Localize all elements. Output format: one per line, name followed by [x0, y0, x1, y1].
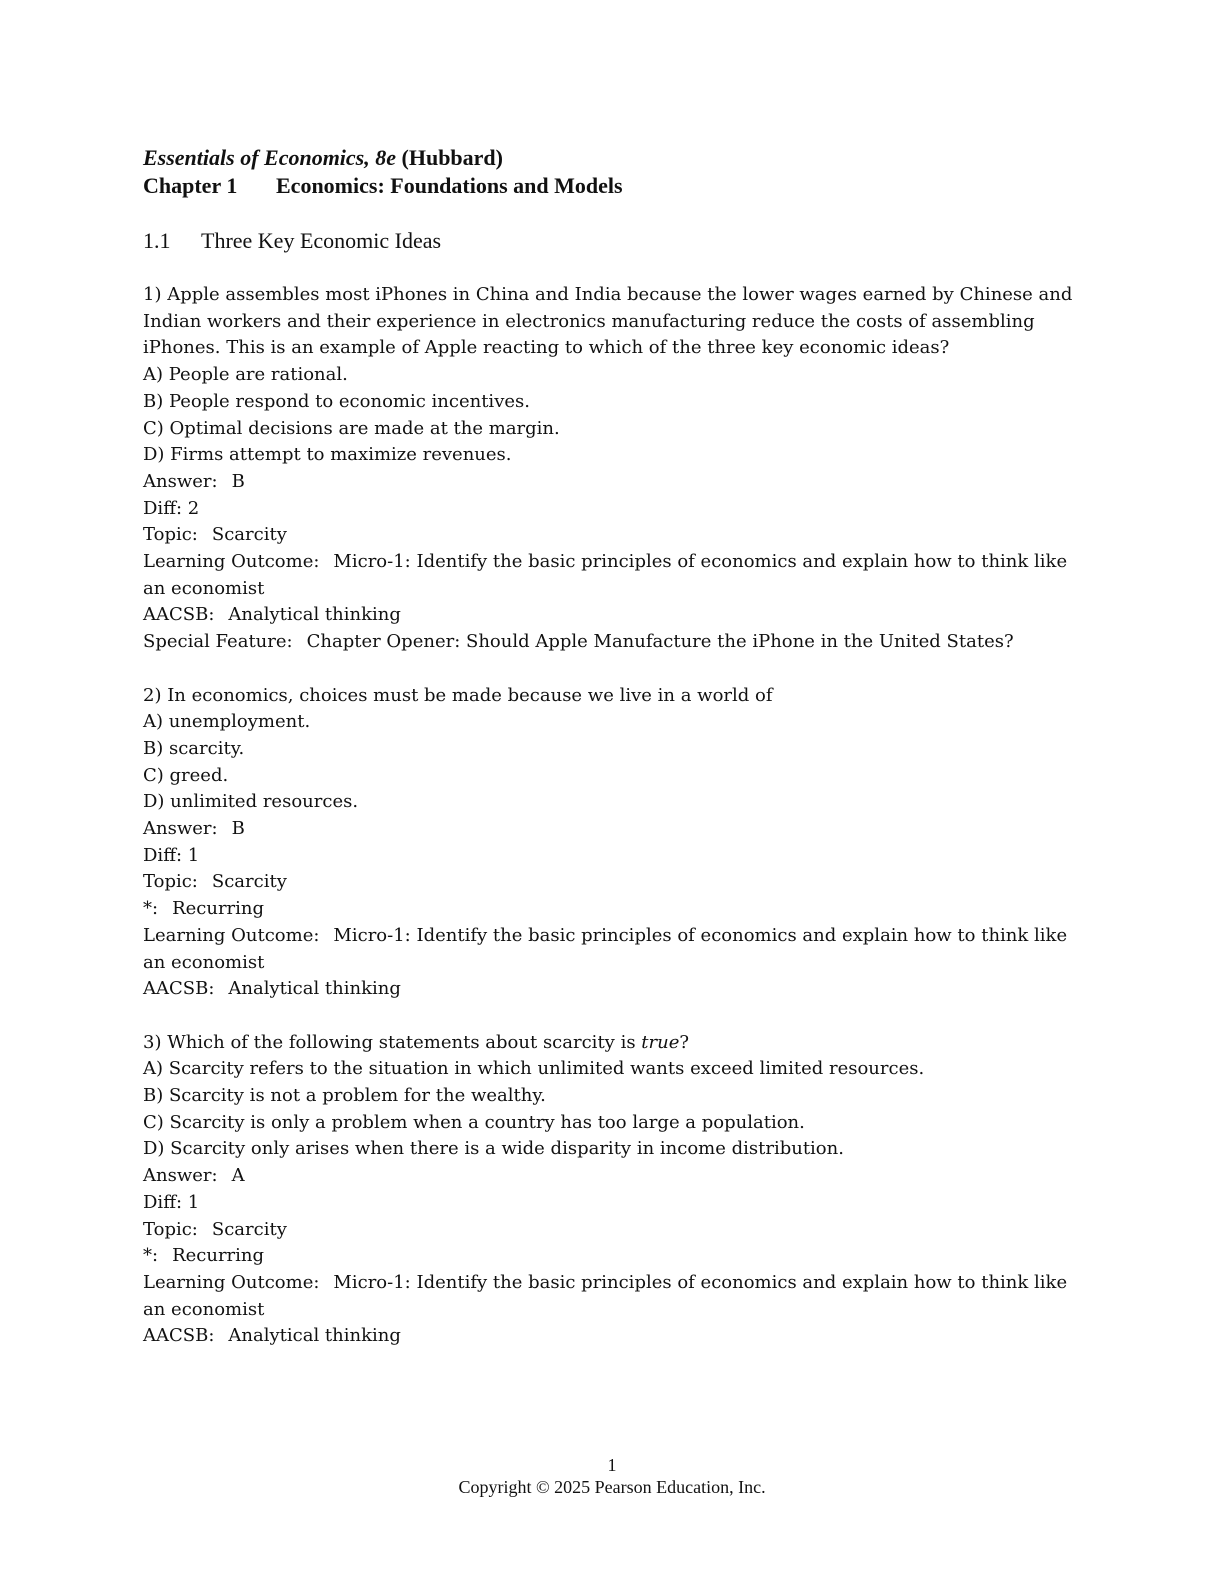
- section-title: Three Key Economic Ideas: [201, 228, 442, 253]
- recurring-value: Recurring: [172, 898, 265, 920]
- question-stem: [143, 1030, 1083, 1057]
- answer-line: [143, 816, 1083, 843]
- option-a: A) Scarcity refers to the situation in which unlimited wants exceed limited resources.: [143, 1058, 925, 1080]
- special-feature-value: Chapter Opener: Should Apple Manufacture the iPhone in the United States?: [306, 631, 1014, 653]
- question-stem: 1) Apple assembles most iPhones in China and India because the lower wages earned by Chinese and Indian workers and their experience in electronics manufacturing reduce the costs of assembling iPhones. This is an example of Apple reacting to which of the three key economic ideas?: [143, 284, 1073, 359]
- aacsb-line: [143, 602, 1083, 629]
- difficulty: Diff: 1: [143, 844, 200, 866]
- copyright-notice: Copyright © 2025 Pearson Education, Inc.: [458, 1477, 766, 1497]
- recurring-line: [143, 1243, 1083, 1270]
- aacsb-label: AACSB:: [143, 1325, 215, 1347]
- question-1: [143, 282, 1083, 656]
- aacsb-value: Analytical thinking: [228, 604, 401, 626]
- topic-value: Scarcity: [211, 1218, 287, 1240]
- outcome-value: Micro-1: Identify the basic principles of economics and explain how to think like an economist: [143, 924, 1068, 973]
- option-d: D) Firms attempt to maximize revenues.: [143, 444, 512, 466]
- topic-label: Topic:: [143, 524, 198, 546]
- stem-emphasis: true: [641, 1031, 680, 1053]
- aacsb-label: AACSB:: [143, 604, 215, 626]
- option-b: B) People respond to economic incentives.: [143, 390, 530, 412]
- difficulty: Diff: 1: [143, 1191, 200, 1213]
- recurring-line: [143, 896, 1083, 923]
- option-a: A) People are rational.: [143, 364, 348, 386]
- aacsb-label: AACSB:: [143, 978, 215, 1000]
- outcome-line: [143, 1270, 1083, 1323]
- chapter-label: Chapter 1: [143, 173, 238, 198]
- option-d: D) unlimited resources.: [143, 791, 359, 813]
- stem-prefix: 3) Which of the following statements about scarcity is: [143, 1031, 642, 1053]
- recurring-value: Recurring: [172, 1245, 265, 1267]
- book-title-line: [143, 144, 1083, 172]
- outcome-label: Learning Outcome:: [143, 1271, 320, 1293]
- option-b: B) scarcity.: [143, 737, 245, 759]
- answer-value: B: [231, 818, 245, 840]
- answer-value: B: [231, 470, 245, 492]
- outcome-value: Micro-1: Identify the basic principles of economics and explain how to think like an economist: [143, 551, 1068, 599]
- answer-line: [143, 1163, 1083, 1190]
- topic-label: Topic:: [143, 1218, 198, 1240]
- outcome-line: [143, 923, 1083, 976]
- section-heading: [143, 227, 1083, 255]
- outcome-value: Micro-1: Identify the basic principles of economics and explain how to think like an economist: [143, 1271, 1068, 1320]
- question-3: [143, 1030, 1083, 1350]
- question-2: [143, 683, 1083, 1003]
- chapter-heading: [143, 172, 1083, 200]
- book-title: Essentials of Economics, 8e: [143, 145, 397, 170]
- option-d: D) Scarcity only arises when there is a wide disparity in income distribution.: [143, 1138, 844, 1160]
- aacsb-value: Analytical thinking: [228, 1325, 401, 1347]
- difficulty: Diff: 2: [143, 497, 200, 519]
- option-c: C) greed.: [143, 764, 229, 786]
- topic-line: [143, 1217, 1083, 1244]
- question-stem: 2) In economics, choices must be made because we live in a world of: [143, 684, 773, 706]
- answer-line: [143, 469, 1083, 496]
- special-feature-label: Special Feature:: [143, 631, 293, 653]
- recurring-label: *:: [143, 898, 159, 920]
- outcome-label: Learning Outcome:: [143, 551, 320, 573]
- option-b: B) Scarcity is not a problem for the wealthy.: [143, 1085, 546, 1107]
- topic-label: Topic:: [143, 871, 198, 893]
- section-number: 1.1: [143, 228, 171, 253]
- answer-label: Answer:: [143, 1165, 218, 1187]
- aacsb-line: [143, 1323, 1083, 1350]
- option-a: A) unemployment.: [143, 711, 311, 733]
- page-content: [143, 144, 1083, 1377]
- topic-line: [143, 522, 1083, 549]
- recurring-label: *:: [143, 1245, 159, 1267]
- outcome-label: Learning Outcome:: [143, 924, 320, 946]
- topic-line: [143, 869, 1083, 896]
- stem-suffix: ?: [679, 1031, 690, 1053]
- aacsb-value: Analytical thinking: [228, 978, 401, 1000]
- outcome-line: [143, 549, 1083, 602]
- book-author: (Hubbard): [401, 145, 503, 170]
- page-number: 1: [607, 1455, 617, 1475]
- special-feature-line: [143, 629, 1083, 656]
- option-c: C) Optimal decisions are made at the margin.: [143, 417, 560, 439]
- aacsb-line: [143, 976, 1083, 1003]
- option-c: C) Scarcity is only a problem when a country has too large a population.: [143, 1111, 805, 1133]
- topic-value: Scarcity: [211, 524, 287, 546]
- answer-label: Answer:: [143, 818, 218, 840]
- answer-value: A: [231, 1165, 245, 1187]
- answer-label: Answer:: [143, 470, 218, 492]
- chapter-title: Economics: Foundations and Models: [276, 173, 623, 198]
- topic-value: Scarcity: [211, 871, 287, 893]
